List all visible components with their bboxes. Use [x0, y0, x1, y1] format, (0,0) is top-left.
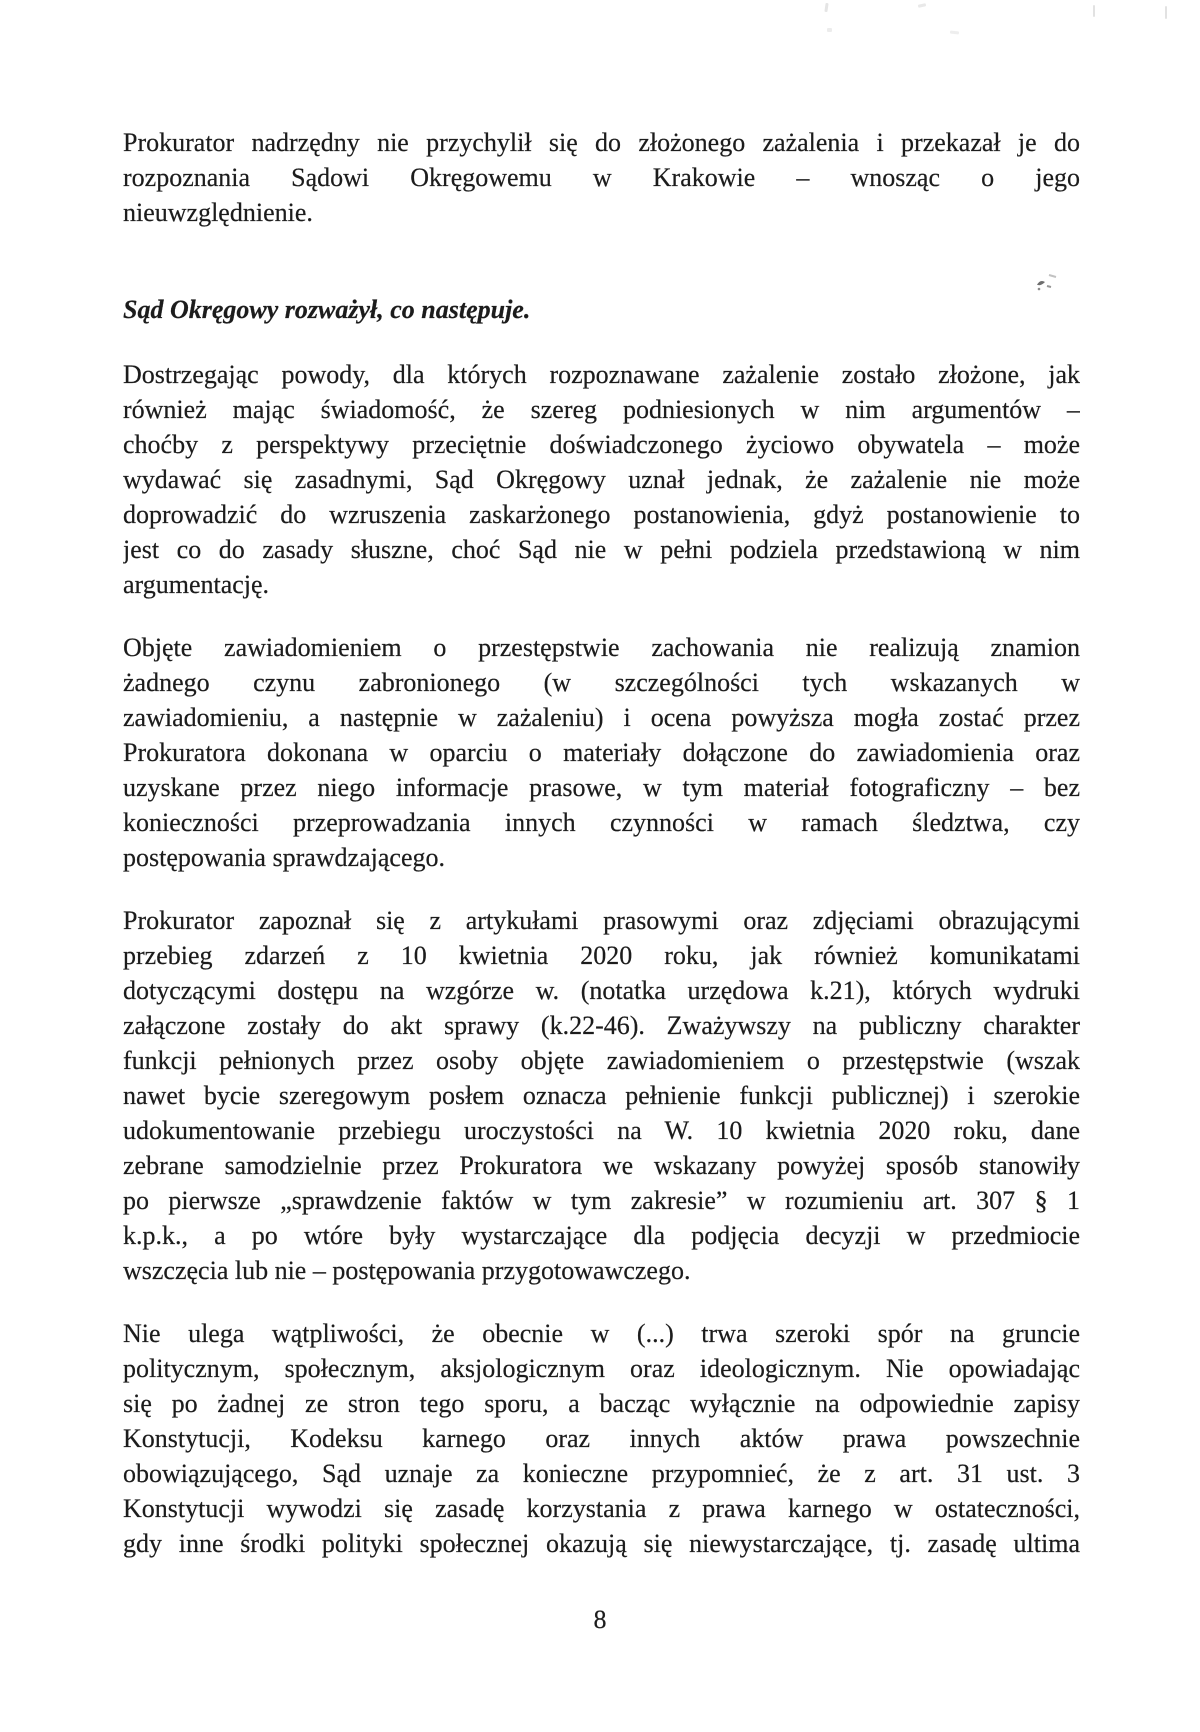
text-line: Konstytucji wywodzi się zasadę korzystania z prawa karnego w ostateczności,	[123, 1494, 1080, 1523]
text-line: żadnego czynu zabronionego (w szczególności tych wskazanych w	[123, 668, 1080, 697]
text-line: doprowadzić do wzruszenia zaskarżonego postanowienia, gdyż postanowienie to	[123, 500, 1080, 529]
text-line: Sąd Okręgowy rozważył, co następuje.	[123, 295, 531, 324]
text-line: Prokurator zapoznał się z artykułami prasowymi oraz zdjęciami obrazującymi	[123, 906, 1080, 935]
text-line: wydawać się zasadnymi, Sąd Okręgowy uznał jednak, że zażalenie nie może	[123, 465, 1080, 494]
text-line: załączone zostały do akt sprawy (k.22-46). Zważywszy na publiczny charakter	[123, 1011, 1080, 1040]
scan-speck	[1165, 6, 1167, 19]
text-line: rozpoznania Sądowi Okręgowemu w Krakowie – wnosząc o jego	[123, 163, 1080, 192]
text-line: Nie ulega wątpliwości, że obecnie w (...) trwa szeroki spór na gruncie	[123, 1319, 1080, 1348]
scan-speck	[950, 31, 959, 35]
text-line: nieuwzględnienie.	[123, 198, 313, 227]
text-line: Dostrzegając powody, dla których rozpoznawane zażalenie zostało złożone, jak	[123, 360, 1080, 389]
text-line: konieczności przeprowadzania innych czynności w ramach śledztwa, czy	[123, 808, 1080, 837]
text-line: nawet bycie szeregowym posłem oznacza pełnienie funkcji publicznej) i szerokie	[123, 1081, 1080, 1110]
text-line: Prokurator nadrzędny nie przychylił się do złożonego zażalenia i przekazał je do	[123, 128, 1080, 157]
text-line: choćby z perspektywy przeciętnie doświadczonego życiowo obywatela – może	[123, 430, 1080, 459]
text-line: się po żadnej ze stron tego sporu, a bacząc wyłącznie na odpowiednie zapisy	[123, 1389, 1080, 1418]
text-line: Objęte zawiadomieniem o przestępstwie zachowania nie realizują znamion	[123, 633, 1080, 662]
text-line: argumentację.	[123, 570, 270, 599]
paragraph	[123, 125, 1080, 230]
scan-speck	[918, 3, 926, 8]
text-line: po pierwsze „sprawdzenie faktów w tym zakresie” w rozumieniu art. 307 § 1	[123, 1186, 1080, 1215]
paragraph	[123, 630, 1080, 875]
text-line: jest co do zasady słuszne, choć Sąd nie w pełni podziela przedstawioną w nim	[123, 535, 1080, 564]
text-line: uzyskane przez niego informacje prasowe, w tym materiał fotograficzny – bez	[123, 773, 1080, 802]
text-line: Konstytucji, Kodeksu karnego oraz innych aktów prawa powszechnie	[123, 1424, 1080, 1453]
text-line: zebrane samodzielnie przez Prokuratora we wskazany powyżej sposób stanowiły	[123, 1151, 1080, 1180]
text-line: dotyczącymi dostępu na wzgórze w. (notatka urzędowa k.21), których wydruki	[123, 976, 1080, 1005]
text-block	[123, 125, 1080, 1589]
text-line: zawiadomieniu, a następnie w zażaleniu) i ocena powyższa mogła zostać przez	[123, 703, 1080, 732]
pencil-mark-icon	[1034, 270, 1060, 294]
page-number: 8	[593, 1605, 607, 1634]
text-line: wszczęcia lub nie – postępowania przygotowawczego.	[123, 1256, 691, 1285]
text-line: obowiązującego, Sąd uznaje za konieczne przypomnieć, że z art. 31 ust. 3	[123, 1459, 1080, 1488]
paragraph	[123, 903, 1080, 1288]
scan-speck	[824, 3, 828, 12]
text-line: k.p.k., a po wtóre były wystarczające dla podjęcia decyzji w przedmiocie	[123, 1221, 1080, 1250]
paragraph	[123, 1316, 1080, 1561]
text-line: udokumentowanie przebiegu uroczystości na W. 10 kwietnia 2020 roku, dane	[123, 1116, 1080, 1145]
section-heading	[123, 292, 1080, 327]
text-line: politycznym, społecznym, aksjologicznym oraz ideologicznym. Nie opowiadając	[123, 1354, 1080, 1383]
text-line: postępowania sprawdzającego.	[123, 843, 445, 872]
scan-speck	[1093, 5, 1095, 17]
text-line: funkcji pełnionych przez osoby objęte zawiadomieniem o przestępstwie (wszak	[123, 1046, 1080, 1075]
text-line: również mając świadomość, że szereg podniesionych w nim argumentów –	[123, 395, 1080, 424]
paragraph	[123, 357, 1080, 602]
text-line: gdy inne środki polityki społecznej okazują się niewystarczające, tj. zasadę ultima	[123, 1529, 1080, 1558]
text-line: przebieg zdarzeń z 10 kwietnia 2020 roku, jak również komunikatami	[123, 941, 1080, 970]
text-line: Prokuratora dokonana w oparciu o materiały dołączone do zawiadomienia oraz	[123, 738, 1080, 767]
scan-speck	[827, 28, 832, 32]
